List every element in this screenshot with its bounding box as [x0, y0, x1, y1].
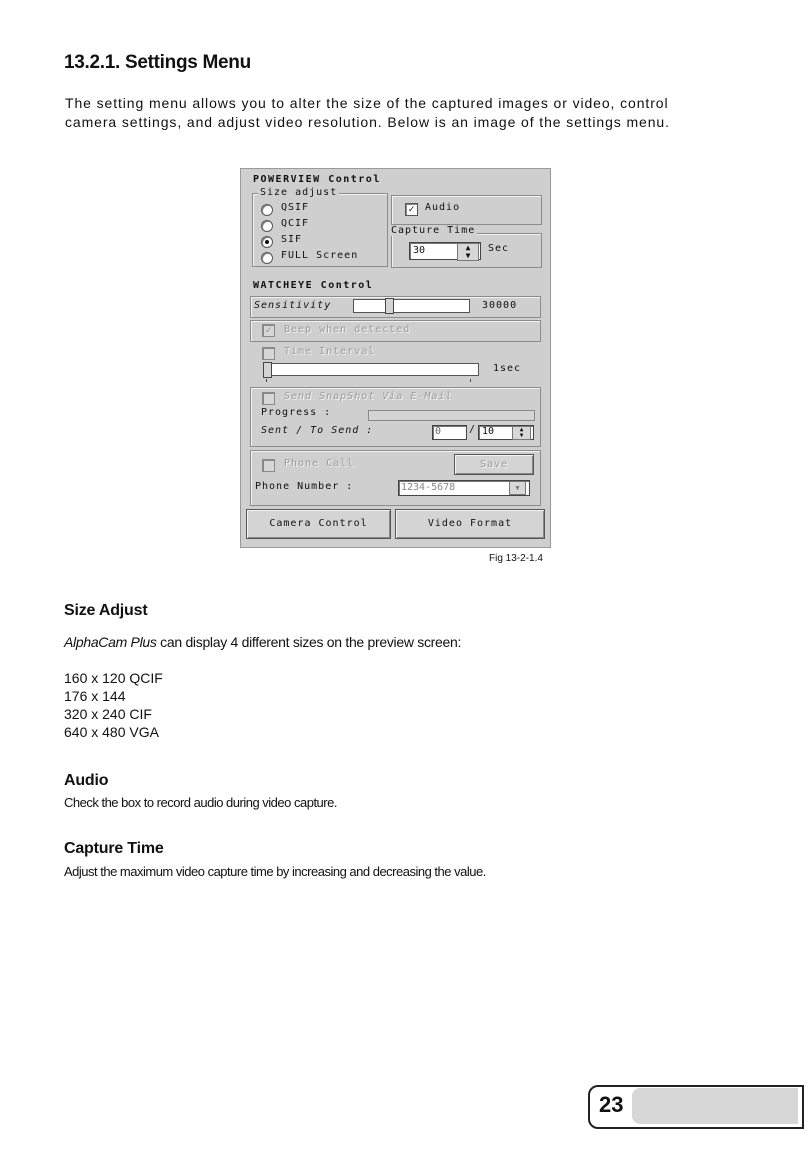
time-interval-label: Time Interval	[284, 346, 376, 357]
section-title: 13.2.1. Settings Menu	[64, 52, 251, 73]
interval-tick-start	[266, 379, 267, 382]
sensitivity-slider[interactable]	[353, 299, 470, 313]
send-snapshot-checkbox[interactable]	[262, 392, 275, 405]
capture-time-value: 30	[413, 245, 426, 256]
sent-slash: /	[469, 424, 477, 435]
product-name: AlphaCam Plus	[64, 634, 157, 650]
beep-checkbox[interactable]: ✓	[262, 324, 275, 337]
audio-heading: Audio	[64, 772, 109, 789]
size-adjust-text	[64, 634, 461, 650]
intro-line-2: camera settings, and adjust video resolution. Below is an image of the settings menu.	[65, 114, 670, 130]
progress-label: Progress :	[261, 407, 332, 418]
camera-control-button[interactable]: Camera Control	[246, 509, 391, 539]
size-item: 176 x 144	[64, 688, 126, 704]
sent-field[interactable]	[432, 425, 467, 440]
sensitivity-label: Sensitivity	[254, 300, 332, 311]
beep-label: Beep when detected	[284, 324, 411, 335]
powerview-title: POWERVIEW Control	[253, 174, 381, 185]
watcheye-title: WATCHEYE Control	[253, 280, 374, 291]
audio-text: Check the box to record audio during video capture.	[64, 795, 337, 810]
capture-time-text: Adjust the maximum video capture time by increasing and decreasing the value.	[64, 864, 486, 879]
phone-call-label: Phone Call	[284, 458, 355, 469]
phone-number-value: 1234-5678	[401, 482, 456, 493]
interval-tick-end	[470, 379, 471, 382]
radio-qcif-label: QCIF	[281, 218, 310, 229]
sent-value: 0	[435, 426, 442, 437]
size-list	[64, 669, 163, 741]
page-number-tab	[588, 1085, 804, 1131]
sent-to-send-label: Sent / To Send :	[261, 425, 374, 436]
phone-call-checkbox[interactable]	[262, 459, 275, 472]
size-adjust-text-rest: can display 4 different sizes on the preview screen:	[156, 634, 462, 650]
radio-qsif[interactable]	[261, 204, 273, 216]
settings-dialog	[240, 168, 551, 548]
radio-full-screen-label: FULL Screen	[281, 250, 359, 261]
radio-sif-label: SIF	[281, 234, 303, 245]
audio-label: Audio	[425, 202, 461, 213]
size-adjust-legend: Size adjust	[260, 187, 338, 198]
page-tab-fill	[632, 1088, 798, 1124]
capture-time-legend: Capture Time	[391, 225, 476, 236]
intro-line-1: The setting menu allows you to alter the size of the captured images or video, control	[65, 95, 669, 111]
radio-sif[interactable]	[261, 236, 273, 248]
audio-checkbox[interactable]: ✓	[405, 203, 418, 216]
size-item: 320 x 240 CIF	[64, 706, 152, 722]
intro-paragraph	[65, 94, 765, 132]
radio-full-screen[interactable]	[261, 252, 273, 264]
interval-value: 1sec	[493, 363, 522, 374]
send-snapshot-label: Send SnapShot Via E-Mail	[284, 391, 453, 402]
time-interval-slider-thumb[interactable]	[263, 362, 272, 378]
video-format-button[interactable]: Video Format	[395, 509, 545, 539]
capture-time-unit: Sec	[488, 243, 510, 254]
to-send-value: 10	[482, 426, 495, 437]
radio-qcif[interactable]	[261, 220, 273, 232]
save-button[interactable]: Save	[454, 454, 534, 475]
to-send-spinner[interactable]: ▲ ▼	[512, 426, 531, 440]
radio-qsif-label: QSIF	[281, 202, 310, 213]
page-number: 23	[599, 1092, 624, 1117]
sensitivity-value: 30000	[482, 300, 518, 311]
progress-bar	[368, 410, 535, 421]
figure-caption: Fig 13-2-1.4	[489, 553, 543, 564]
time-interval-checkbox[interactable]	[262, 347, 275, 360]
size-item: 160 x 120 QCIF	[64, 670, 163, 686]
sensitivity-slider-thumb[interactable]	[385, 298, 394, 314]
phone-number-label: Phone Number :	[255, 481, 354, 492]
phone-dropdown-button[interactable]: ▼	[509, 481, 526, 495]
time-interval-slider[interactable]	[263, 363, 479, 376]
capture-time-spinner[interactable]: ▲ ▼	[457, 243, 479, 261]
capture-time-heading: Capture Time	[64, 840, 164, 857]
size-adjust-heading: Size Adjust	[64, 602, 148, 619]
size-item: 640 x 480 VGA	[64, 724, 159, 740]
